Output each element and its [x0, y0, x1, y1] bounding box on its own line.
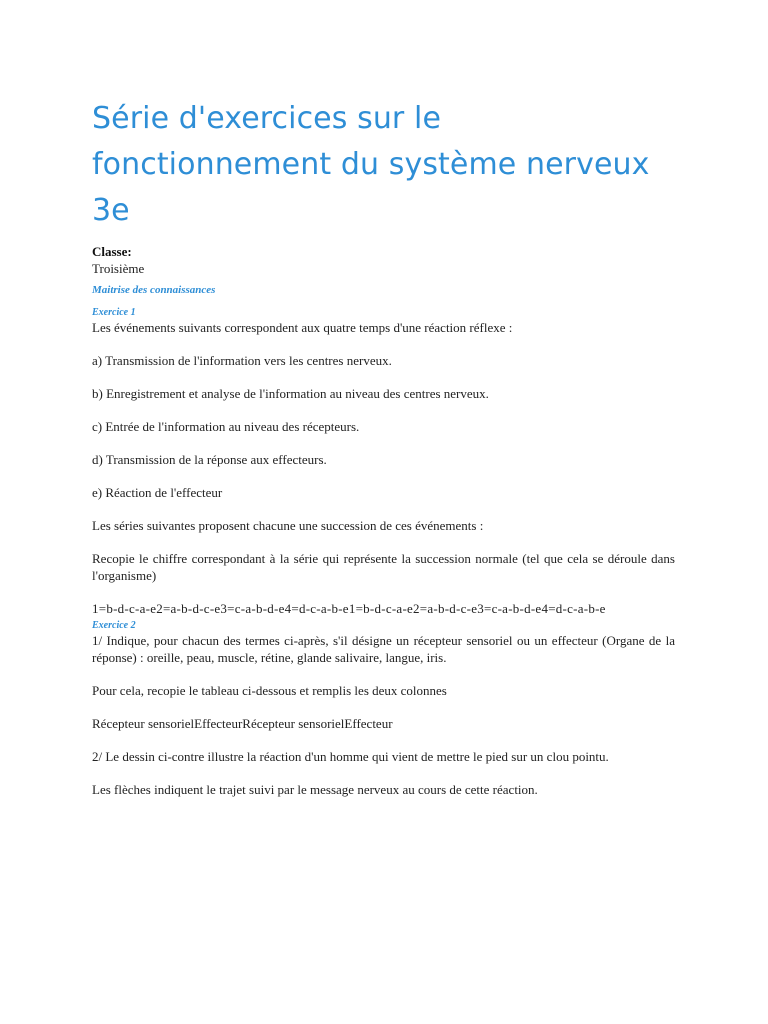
exercise-1-intro: Les événements suivants correspondent aux quatre temps d'une réaction réflexe : — [92, 320, 513, 335]
exercise-2-question-2: 2/ Le dessin ci-contre illustre la réaction d'un homme qui vient de mettre le pied sur un clou pointu. — [92, 749, 609, 764]
table-headers: Récepteur sensorielEffecteurRécepteur sensorielEffecteur — [92, 716, 393, 731]
event-d: d) Transmission de la réponse aux effecteurs. — [92, 452, 327, 467]
classe-value: Troisième — [92, 261, 145, 276]
series-list: 1=b-d-c-a-e2=a-b-d-c-e3=c-a-b-d-e4=d-c-a-b-e1=b-d-c-a-e2=a-b-d-c-e3=c-a-b-d-e4=d-c-a-b-e — [92, 601, 606, 616]
exercise-2-question-1: 1/ Indique, pour chacun des termes ci-après, s'il désigne un récepteur sensoriel ou un effecteur (Organe de la réponse) : oreille, peau, muscle, rétine, glande salivaire, langue, iris. — [92, 633, 675, 665]
event-b: b) Enregistrement et analyse de l'information au niveau des centres nerveux. — [92, 386, 489, 401]
event-e: e) Réaction de l'effecteur — [92, 485, 223, 500]
table-instruction: Pour cela, recopie le tableau ci-dessous et remplis les deux colonnes — [92, 683, 447, 698]
exercise-2-heading: Exercice 2 — [92, 620, 136, 631]
series-intro: Les séries suivantes proposent chacune une succession de ces événements : — [92, 518, 484, 533]
exercise-1-instruction: Recopie le chiffre correspondant à la série qui représente la succession normale (tel que cela se déroule dans l'organisme) — [92, 551, 675, 583]
event-c: c) Entrée de l'information au niveau des récepteurs. — [92, 419, 360, 434]
section-heading: Maitrise des connaissances — [92, 284, 216, 296]
title-line-2: fonctionnement du système nerveux — [92, 147, 650, 182]
exercise-1-heading: Exercice 1 — [92, 307, 136, 318]
title-line-1: Série d'exercices sur le — [92, 101, 441, 136]
document-page — [92, 96, 675, 814]
classe-label: Classe: — [92, 244, 132, 259]
title-line-3: 3e — [92, 193, 130, 228]
class-info — [92, 244, 675, 277]
event-a: a) Transmission de l'information vers les centres nerveux. — [92, 353, 392, 368]
document-title — [92, 96, 675, 234]
arrows-note: Les flèches indiquent le trajet suivi par le message nerveux au cours de cette réaction. — [92, 782, 538, 797]
